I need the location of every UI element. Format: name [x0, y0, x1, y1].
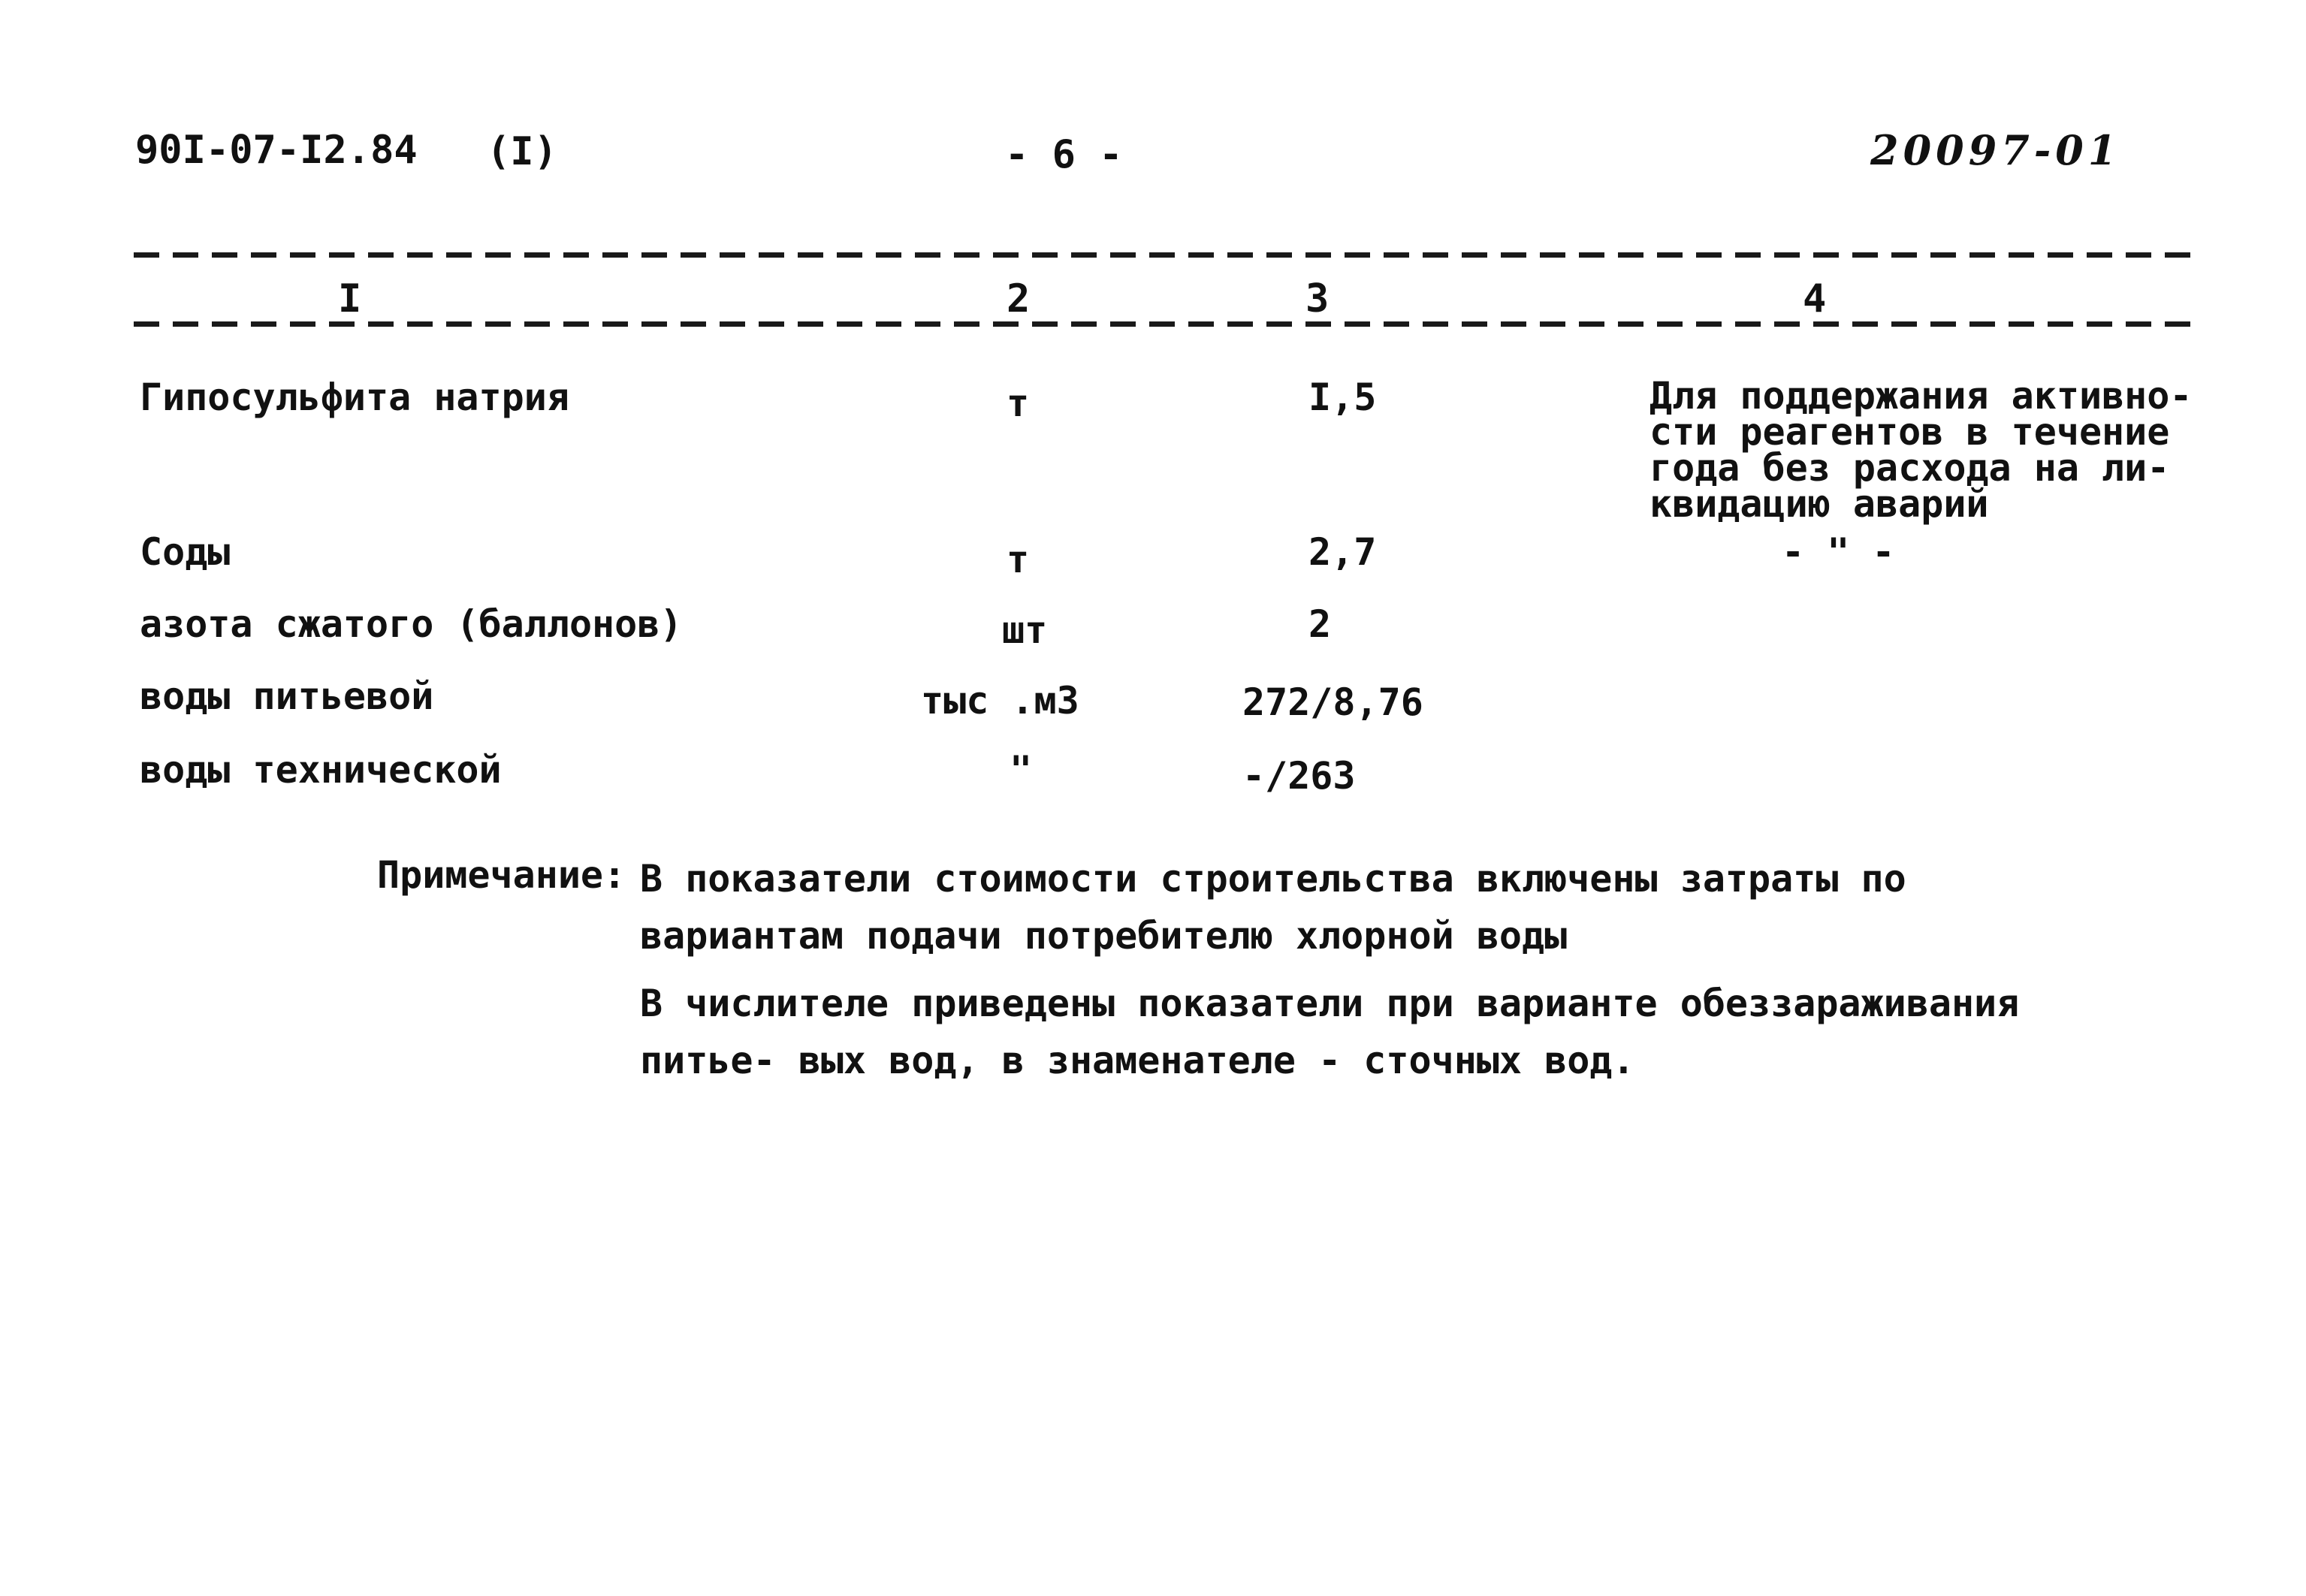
- column-number-2: 2: [999, 276, 1037, 321]
- row-note-line: квидацию аварий: [1650, 482, 1989, 526]
- row-value: 2: [1308, 602, 1332, 646]
- column-number-4: 4: [1795, 276, 1834, 321]
- row-name: Соды: [140, 530, 231, 574]
- column-number-3: 3: [1298, 276, 1336, 321]
- note-paragraph: В числителе приведены показатели при варианте обеззараживания питье- вых вод, в знаменателе - сточных вод.: [640, 982, 2020, 1082]
- table-top-rule: [134, 252, 2198, 258]
- note-label: Примечание:: [377, 853, 626, 897]
- row-value: 2,7: [1308, 530, 1377, 574]
- row-name: азота сжатого (баллонов): [140, 602, 683, 646]
- row-unit: шт: [1002, 608, 1048, 652]
- note-paragraph: В показатели стоимости строительства включены затраты по вариантам подачи потребителю хлорной воды: [640, 857, 1906, 958]
- row-note-line: года без расхода на ли-: [1650, 446, 2170, 490]
- row-unit: тыс .м3: [921, 679, 1079, 723]
- document-part: (I): [487, 129, 557, 174]
- row-value: 272/8,76: [1242, 680, 1423, 724]
- row-value: I,5: [1308, 376, 1377, 419]
- page-number: - 6 -: [1005, 132, 1123, 177]
- column-number-1: I: [331, 276, 369, 321]
- row-note-line: сти реагентов в течение: [1650, 410, 2170, 454]
- row-unit: ": [1010, 748, 1033, 792]
- row-name: воды питьевой: [140, 674, 434, 718]
- document-code: 90I-07-I2.84: [135, 128, 418, 173]
- row-name: Гипосульфита натрия: [140, 376, 569, 419]
- row-note-line: Для поддержания активно-: [1650, 374, 2193, 418]
- row-unit: т: [1007, 538, 1030, 581]
- handwritten-number: 20097-01: [1870, 126, 2121, 174]
- row-unit: т: [1007, 382, 1030, 425]
- row-name: воды технической: [140, 748, 502, 792]
- row-note-ditto: - " -: [1782, 530, 1895, 574]
- table-header-rule: [134, 321, 2198, 327]
- row-value: -/263: [1242, 754, 1356, 798]
